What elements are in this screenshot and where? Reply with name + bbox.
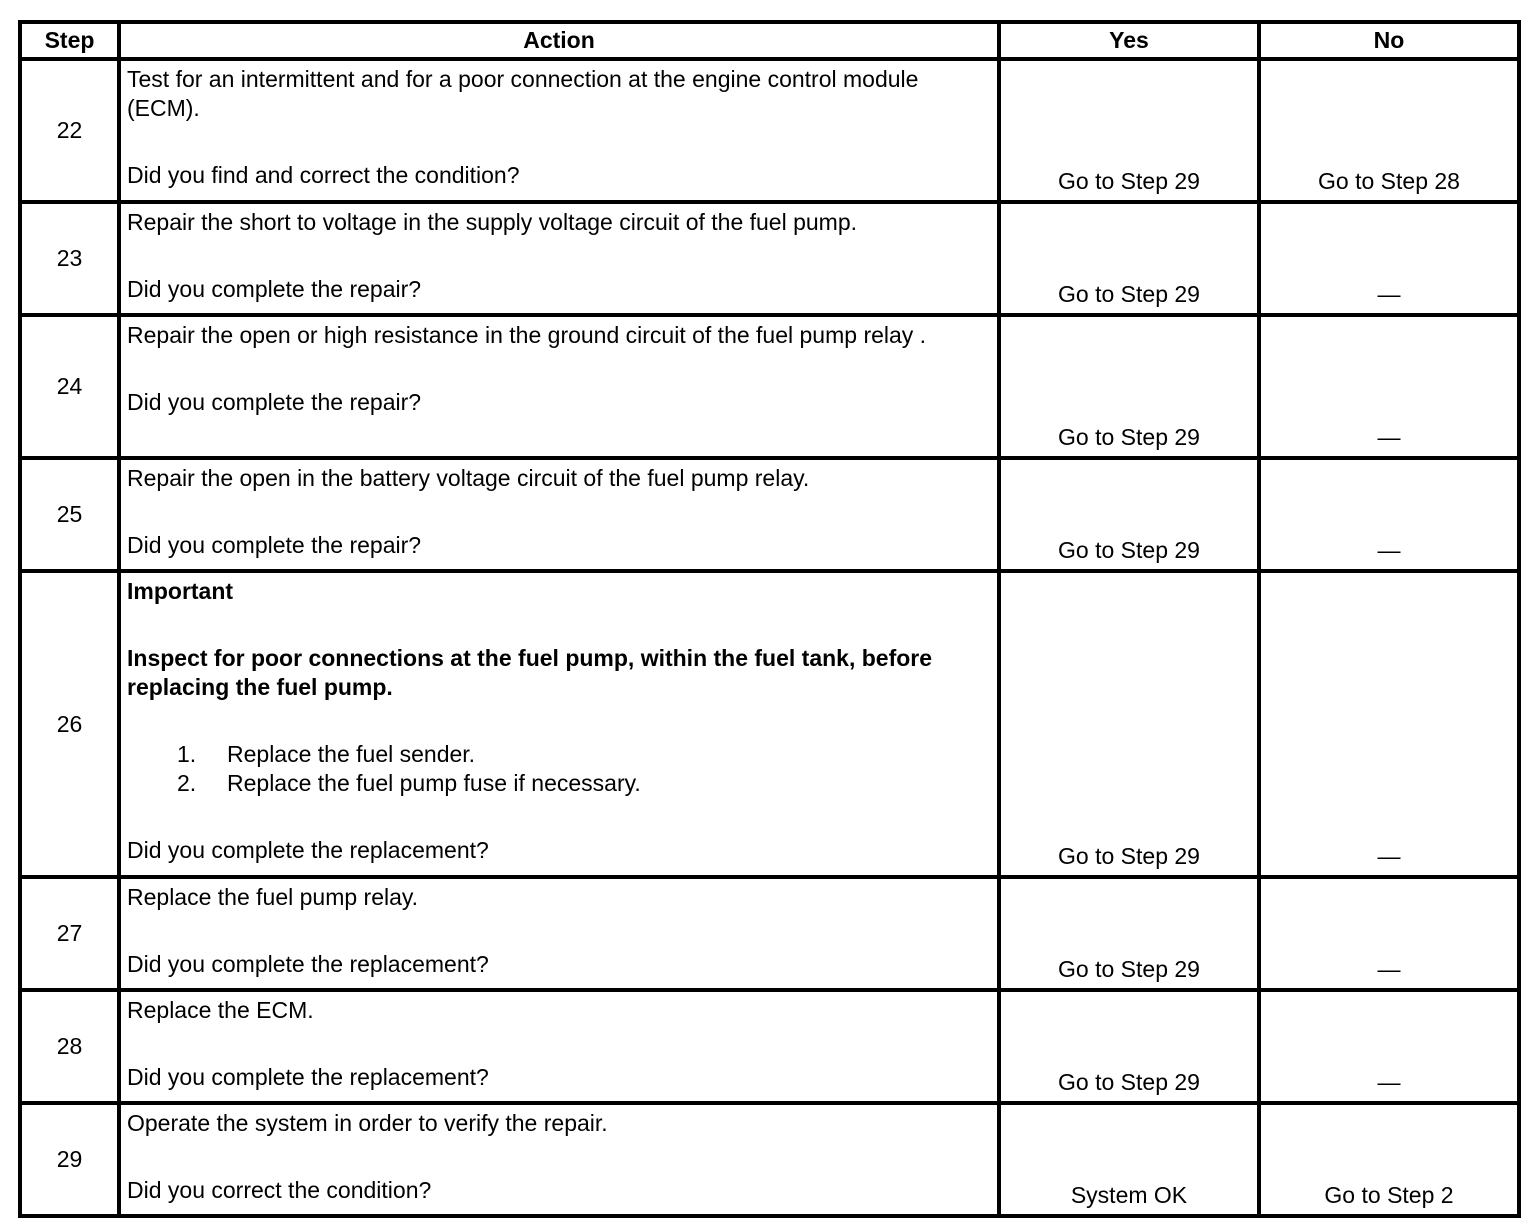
yes-result: Go to Step 29 <box>999 315 1259 458</box>
yes-result: Go to Step 29 <box>999 877 1259 990</box>
action-cell <box>119 990 999 1103</box>
action-question: Did you complete the repair? <box>127 532 422 558</box>
list-item-number: 2. <box>177 770 197 796</box>
yes-result: System OK <box>999 1103 1259 1216</box>
step-number: 23 <box>20 202 119 315</box>
important-text: Inspect for poor connections at the fuel pump, within the fuel tank, before replacing the fuel pump. <box>127 645 933 700</box>
header-no: No <box>1259 22 1519 59</box>
no-result: Go to Step 2 <box>1259 1103 1519 1216</box>
no-result: — <box>1259 202 1519 315</box>
action-cell <box>119 315 999 458</box>
action-cell <box>119 571 999 877</box>
action-text: Replace the fuel pump relay. <box>127 884 419 910</box>
no-result: — <box>1259 315 1519 458</box>
action-question: Did you complete the repair? <box>127 276 422 302</box>
action-question: Did you complete the replacement? <box>127 951 489 977</box>
step-number: 28 <box>20 990 119 1103</box>
action-question: Did you complete the replacement? <box>127 1064 489 1090</box>
action-cell <box>119 202 999 315</box>
action-text: Repair the open in the battery voltage circuit of the fuel pump relay. <box>127 465 810 491</box>
table-row <box>20 59 1519 202</box>
table-row <box>20 990 1519 1103</box>
table-row <box>20 571 1519 877</box>
action-question: Did you correct the condition? <box>127 1177 432 1203</box>
list-item-text: Replace the fuel pump fuse if necessary. <box>227 770 641 796</box>
action-text: Operate the system in order to verify the repair. <box>127 1110 608 1136</box>
action-text: Test for an intermittent and for a poor connection at the engine control module (ECM). <box>127 66 919 121</box>
no-result: — <box>1259 990 1519 1103</box>
step-number: 22 <box>20 59 119 202</box>
action-cell <box>119 1103 999 1216</box>
action-text: Replace the ECM. <box>127 997 314 1023</box>
table-row <box>20 1103 1519 1216</box>
step-number: 27 <box>20 877 119 990</box>
no-result: — <box>1259 571 1519 877</box>
action-question: Did you complete the repair? <box>127 389 422 415</box>
action-cell <box>119 59 999 202</box>
action-question: Did you find and correct the condition? <box>127 162 520 188</box>
action-cell <box>119 877 999 990</box>
list-item <box>127 740 991 769</box>
yes-result: Go to Step 29 <box>999 202 1259 315</box>
table-row <box>20 458 1519 571</box>
action-text: Repair the short to voltage in the supply voltage circuit of the fuel pump. <box>127 209 858 235</box>
list-item-text: Replace the fuel sender. <box>227 741 476 767</box>
no-result: — <box>1259 877 1519 990</box>
important-label: Important <box>127 578 234 604</box>
table-row <box>20 877 1519 990</box>
action-text: Repair the open or high resistance in the ground circuit of the fuel pump relay . <box>127 322 927 348</box>
action-question: Did you complete the replacement? <box>127 837 489 863</box>
step-number: 26 <box>20 571 119 877</box>
header-yes: Yes <box>999 22 1259 59</box>
list-item <box>127 769 991 798</box>
table-row <box>20 315 1519 458</box>
yes-result: Go to Step 29 <box>999 571 1259 877</box>
header-step: Step <box>20 22 119 59</box>
step-number: 25 <box>20 458 119 571</box>
yes-result: Go to Step 29 <box>999 458 1259 571</box>
diagnostic-table <box>18 20 1521 1218</box>
step-number: 29 <box>20 1103 119 1216</box>
header-action: Action <box>119 22 999 59</box>
yes-result: Go to Step 29 <box>999 990 1259 1103</box>
step-number: 24 <box>20 315 119 458</box>
list-item-number: 1. <box>177 741 197 767</box>
no-result: — <box>1259 458 1519 571</box>
action-cell <box>119 458 999 571</box>
steps-list <box>127 740 991 798</box>
table-row <box>20 202 1519 315</box>
no-result: Go to Step 28 <box>1259 59 1519 202</box>
header-row <box>20 22 1519 59</box>
yes-result: Go to Step 29 <box>999 59 1259 202</box>
